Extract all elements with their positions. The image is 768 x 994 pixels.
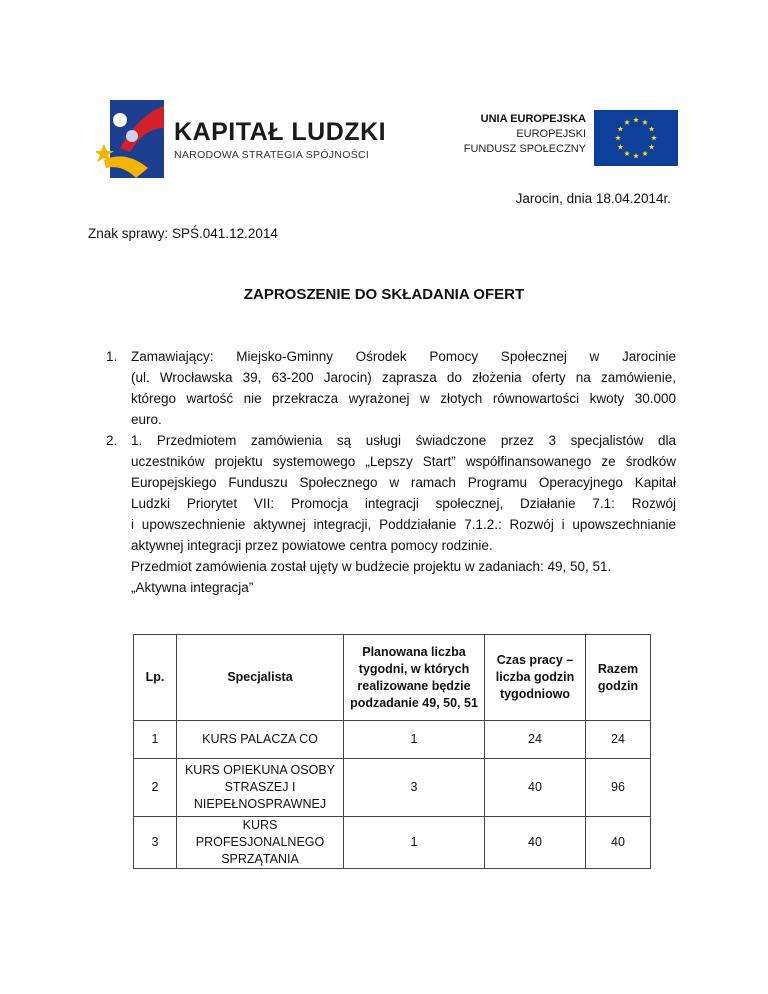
document-title: ZAPROSZENIE DO SKŁADANIA OFERT xyxy=(243,286,525,303)
paragraph-line: którego wartość nie przekracza wyrażonej w złotych równowartości kwoty 30.000 xyxy=(131,391,676,406)
cell-specialist: KURS PROFESJONALNEGO SPRZĄTANIA xyxy=(177,817,344,869)
place-and-date: Jarocin, dnia 18.04.2014r. xyxy=(515,191,671,206)
header-weeks: Planowana liczba tygodni, w których realizowane będzie podzadanie 49, 50, 51 xyxy=(344,635,485,721)
header-specialist: Specjalista xyxy=(177,635,344,721)
paragraph-line: Zamawiający: Miejsko-Gminny Ośrodek Pomocy Społecznej w Jarocinie xyxy=(131,349,676,364)
cell-weeks: 3 xyxy=(344,759,485,817)
list-item-1 xyxy=(108,346,676,430)
cell-specialist: KURS OPIEKUNA OSOBY STRASZEJ I NIEPEŁNOSPRAWNEJ xyxy=(177,759,344,817)
header-total-hours: Razem godzin xyxy=(586,635,651,721)
header-lp: Lp. xyxy=(134,635,177,721)
cell-hours-per-week: 40 xyxy=(485,817,586,869)
eu-flag-icon xyxy=(594,110,678,166)
document-body xyxy=(108,346,676,598)
cell-weeks: 1 xyxy=(344,721,485,759)
kapital-ludzki-title: KAPITAŁ LUDZKI xyxy=(174,118,387,146)
kapital-ludzki-subtitle: NARODOWA STRATEGIA SPÓJNOŚCI xyxy=(174,149,370,161)
paragraph-line: 1. Przedmiotem zamówienia są usługi świadczone przez 3 specjalistów dla xyxy=(131,433,676,448)
eu-logo xyxy=(458,110,678,166)
eu-logo-line3: FUNDUSZ SPOŁECZNY xyxy=(463,143,586,155)
paragraph-line: aktywnej integracji przez powiatowe centra pomocy rodzinie. xyxy=(131,538,493,553)
table-header-row xyxy=(134,635,651,721)
cell-weeks: 1 xyxy=(344,817,485,869)
list-item-number: 2. xyxy=(106,433,118,448)
specialists-table xyxy=(133,634,651,869)
kapital-ludzki-emblem-icon xyxy=(96,98,168,182)
paragraph-line: uczestników projektu systemowego „Lepszy Start” współfinansowanego ze środków xyxy=(131,454,676,469)
cell-hours-per-week: 24 xyxy=(485,721,586,759)
paragraph-line: Ludzki Priorytet VII: Promocja integracji społecznej, Działanie 7.1: Rozwój xyxy=(131,496,676,511)
cell-lp: 1 xyxy=(134,721,177,759)
list-item-number: 1. xyxy=(106,349,118,364)
paragraph-line: (ul. Wrocławska 39, 63-200 Jarocin) zaprasza do złożenia oferty na zamówienie, xyxy=(131,370,676,385)
eu-logo-line2: EUROPEJSKI xyxy=(516,128,586,140)
cell-lp: 3 xyxy=(134,817,177,869)
table-row xyxy=(134,721,651,759)
list-item-2 xyxy=(108,430,676,598)
cell-specialist: KURS PALACZA CO xyxy=(177,721,344,759)
eu-logo-line1: UNIA EUROPEJSKA xyxy=(480,113,586,125)
case-number: Znak sprawy: SPŚ.041.12.2014 xyxy=(88,226,278,241)
kapital-ludzki-logo xyxy=(96,98,387,182)
table-row xyxy=(134,817,651,869)
cell-hours-per-week: 40 xyxy=(485,759,586,817)
paragraph-line: Europejskiego Funduszu Społecznego w ramach Programu Operacyjnego Kapitał xyxy=(131,475,676,490)
paragraph-line: i upowszechnienie aktywnej integracji, Poddziałanie 7.1.2.: Rozwój i upowszechnianie xyxy=(131,517,676,532)
cell-total: 40 xyxy=(586,817,651,869)
paragraph-line: Przedmiot zamówienia został ujęty w budżecie projektu w zadaniach: 49, 50, 51. xyxy=(131,559,612,574)
cell-lp: 2 xyxy=(134,759,177,817)
table-row xyxy=(134,759,651,817)
cell-total: 96 xyxy=(586,759,651,817)
paragraph-line: euro. xyxy=(131,412,162,427)
paragraph-line: „Aktywna integracja” xyxy=(131,580,254,595)
eu-logo-text xyxy=(464,112,586,157)
header-hours-per-week: Czas pracy – liczba godzin tygodniowo xyxy=(485,635,586,721)
cell-total: 24 xyxy=(586,721,651,759)
